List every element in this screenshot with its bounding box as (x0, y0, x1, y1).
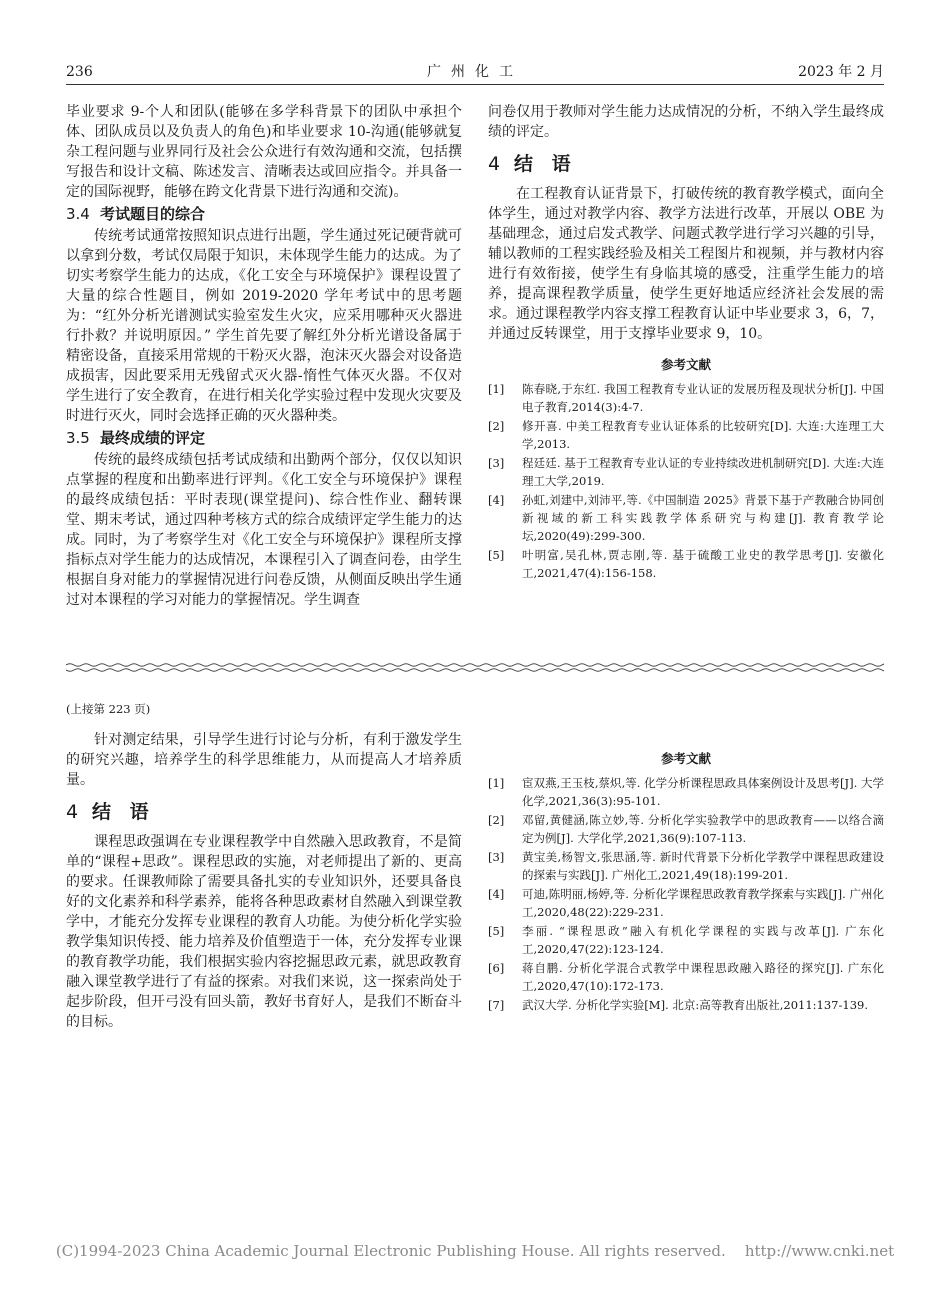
references-title: 参考文献 (660, 357, 711, 372)
conclusion-heading (66, 798, 462, 826)
section-title: 考试题目的综合 (100, 205, 206, 223)
reference-text: 修开喜. 中美工程教育专业认证体系的比较研究[D]. 大连:大连理工大学,2013. (522, 419, 884, 451)
reference-item (488, 811, 884, 847)
reference-number: [4] (488, 493, 505, 507)
page-number: 236 (66, 64, 93, 80)
top-right-column (488, 102, 884, 583)
conclusion-heading (488, 150, 884, 178)
reference-text: 邓留,黄健涵,陈立妙,等. 分析化学实验教学中的思政教育——以络合滴定为例[J]. 大学化学,2021,36(9):107-113. (522, 813, 884, 845)
section-title: 结 语 (514, 153, 577, 175)
reference-number: [1] (488, 776, 505, 790)
journal-title: 广州化工 (427, 64, 523, 80)
running-header (66, 62, 884, 84)
intro-paragraph: 毕业要求 9-个人和团队(能够在多学科背景下的团队中承担个体、团队成员以及负责人的角色)和毕业要求 10-沟通(能够就复杂工程问题与业界同行及社会公众进行有效沟通和交流，包括撰写报告和设计文稿、陈述发言、清晰表达或回应指令。并具备一定的国际视野，能够在跨文化背景下进行沟通和交流)。 (66, 104, 462, 200)
intro-paragraph: 针对测定结果，引导学生进行讨论与分析，有利于激发学生的研究兴趣，培养学生的科学思维能力，从而提高人才培养质量。 (66, 732, 462, 788)
reference-item (488, 491, 884, 545)
section-title: 结 语 (92, 801, 155, 823)
reference-item (488, 922, 884, 958)
top-left-column (66, 102, 462, 610)
section-number: 3.5 (66, 429, 90, 447)
reference-number: [2] (488, 419, 505, 433)
section-3-4-paragraph: 传统考试通常按照知识点进行出题，学生通过死记硬背就可以拿到分数，考试仅局限于知识，未体现学生能力的达成。为了切实考察学生能力的达成，《化工安全与环境保护》课程设置了大量的综合性题目，例如 2019-2020 学年考试中的思考题为：“红外分析光谱测试实验室发生火灾，应采用哪种灭火器进行扑救？并说明原因。” 学生首先要了解红外分析光谱设备属于精密设备，直接采用常规的干粉灭火器，泡沫灭火器会对设备造成损害，因此要采用无残留式灭火器-惰性气体灭火器。不仅对学生进行了安全教育，在进行相关化学实验过程中发现火灾要及时进行灭火，同时会选择正确的灭火器种类。 (66, 228, 462, 424)
section-number: 4 (66, 801, 79, 823)
reference-item (488, 885, 884, 921)
section-heading-3-5 (66, 426, 462, 450)
section-heading-3-4 (66, 202, 462, 226)
reference-text: 宦双燕,王玉枝,蔡炽,等. 化学分析课程思政具体案例设计及思考[J]. 大学化学,2021,36(3):95-101. (522, 776, 884, 808)
reference-text: 程廷廷. 基于工程教育专业认证的专业持续改进机制研究[D]. 大连:大连理工大学,2019. (522, 456, 884, 488)
reference-number: [5] (488, 548, 505, 562)
reference-text: 黄宝美,杨智文,张思涵,等. 新时代背景下分析化学教学中课程思政建设的探索与实践[J]. 广州化工,2021,49(18):199-201. (522, 850, 884, 882)
reference-number: [3] (488, 850, 505, 864)
section-3-5-paragraph: 传统的最终成绩包括考试成绩和出勤两个部分，仅仅以知识点掌握的程度和出勤率进行评判。《化工安全与环境保护》课程的最终成绩包括：平时表现(课堂提问)、综合性作业、翻转课堂、期末考试，通过四种考核方式的综合成绩评定学生能力的达成。同时，为了考察学生对《化工安全与环境保护》课程所支撑指标点对学生能力的达成情况，本课程引入了调查问卷，由学生根据自身对能力的掌握情况进行问卷反馈，从侧面反映出学生通过对本课程的学习对能力的掌握情况。学生调查 (66, 452, 462, 608)
reference-item (488, 454, 884, 490)
copyright-footer: (C)1994-2023 China Academic Journal Electronic Publishing House. All rights reserved. http://www.cnki.net (55, 1242, 895, 1260)
section-title: 最终成绩的评定 (100, 429, 206, 447)
reference-text: 可迪,陈明丽,杨婷,等. 分析化学课程思政教育教学探索与实践[J]. 广州化工,2020,48(22):229-231. (522, 887, 884, 919)
reference-item (488, 774, 884, 810)
reference-list (488, 774, 884, 1014)
continued-from-note: (上接第 223 页) (66, 702, 151, 716)
wavy-divider (66, 662, 884, 674)
issue-date: 2023 年 2 月 (798, 64, 884, 80)
reference-item (488, 417, 884, 453)
reference-number: [5] (488, 924, 505, 938)
reference-text: 李丽. “课程思政”融入有机化学课程的实践与改革[J]. 广东化工,2020,47(22):123-124. (522, 924, 884, 956)
reference-number: [6] (488, 961, 505, 975)
reference-text: 蒋自鹏. 分析化学混合式教学中课程思政融入路径的探究[J]. 广东化工,2020,47(10):172-173. (522, 961, 884, 993)
reference-text: 陈春晓,于东红. 我国工程教育专业认证的发展历程及现状分析[J]. 中国电子教育,2014(3):4-7. (522, 382, 884, 414)
reference-number: [1] (488, 382, 505, 396)
section-number: 4 (488, 153, 501, 175)
section-number: 3.4 (66, 205, 90, 223)
bottom-right-column (488, 738, 884, 1015)
reference-list (488, 380, 884, 582)
references-title: 参考文献 (660, 751, 711, 766)
reference-text: 叶明富,吴孔林,贾志刚,等. 基于硫酸工业史的教学思考[J]. 安徽化工,2021,47(4):156-158. (522, 548, 884, 580)
reference-text: 孙虹,刘建中,刘沛平,等.《中国制造 2025》背景下基于产教融合协同创新视域的新工科实践教学体系研究与构建[J]. 教育教学论坛,2020(49):299-300. (522, 493, 884, 543)
bottom-left-column (66, 730, 462, 1032)
conclusion-paragraph: 在工程教育认证背景下，打破传统的教育教学模式，面向全体学生，通过对教学内容、教学方法进行改革，开展以 OBE 为基础理念，通过启发式教学、问题式教学进行学习兴趣的引导，辅以教师的工程实践经验及相关工程图片和视频，并与教材内容进行有效衔接，使学生有身临其境的感受，注重学生能力的培养，提高课程教学质量，使学生更好地适应经济社会发展的需求。通过课程教学内容支撑工程教育认证中毕业要求 3，6，7，并通过反转课堂，用于支撑毕业要求 9，10。 (488, 186, 884, 342)
reference-number: [3] (488, 456, 505, 470)
continued-paragraph: 问卷仅用于教师对学生能力达成情况的分析，不纳入学生最终成绩的评定。 (488, 104, 884, 140)
reference-item (488, 996, 884, 1014)
reference-number: [2] (488, 813, 505, 827)
reference-item (488, 380, 884, 416)
conclusion-paragraph: 课程思政强调在专业课程教学中自然融入思政教育，不是简单的“课程+思政”。课程思政的实施，对老师提出了新的、更高的要求。任课教师除了需要具备扎实的专业知识外，还要具备良好的文化素养和科学素养，能将各种思政素材自然融入到课堂教学中，才能充分发挥专业课程的教育人功能。为使分析化学实验教学集知识传授、能力培养及价值塑造于一体，充分发挥专业课的教育教学功能，我们根据实验内容挖掘思政元素，就思政教育融入课堂教学进行了有益的探索。对我们来说，这一探索尚处于起步阶段，但开弓没有回头箭，教好书育好人，是我们不断奋斗的目标。 (66, 834, 462, 1030)
reference-item (488, 959, 884, 995)
reference-item (488, 546, 884, 582)
reference-number: [4] (488, 887, 505, 901)
reference-text: 武汉大学. 分析化学实验[M]. 北京:高等教育出版社,2011:137-139. (522, 998, 868, 1012)
reference-item (488, 848, 884, 884)
header-rule (66, 84, 884, 85)
reference-number: [7] (488, 998, 505, 1012)
